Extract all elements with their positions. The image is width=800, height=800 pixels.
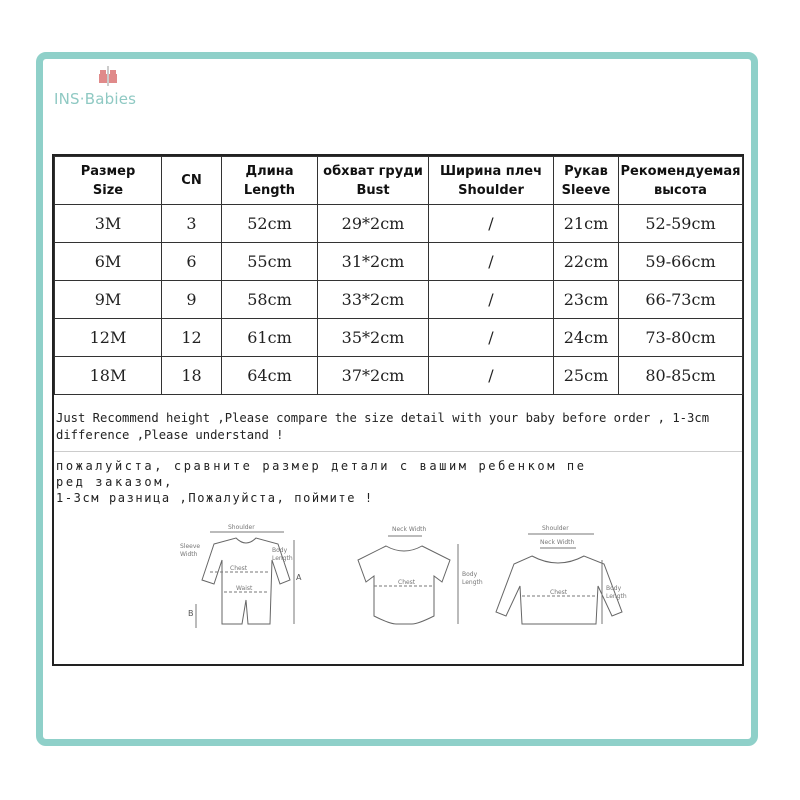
romper-b-label: B [188,609,194,618]
table-row [55,243,743,281]
cell-bust: 35*2cm [318,319,429,357]
romper-shoulder-label: Shoulder [228,524,255,531]
cell-size: 12M [55,319,162,357]
logo-mark-icon [96,66,120,88]
table-row [55,319,743,357]
cell-sleeve: 24cm [554,319,619,357]
romper-a-label: A [296,573,302,582]
table-row [55,357,743,395]
cell-bust: 29*2cm [318,205,429,243]
table-header-row [55,157,743,205]
note-russian-line: ред заказом, [56,475,174,489]
cell-size: 9M [55,281,162,319]
col-header-size: Размер Size [55,157,162,205]
brand-logo [54,64,164,110]
cell-cn: 6 [162,243,222,281]
note-russian-line: пожалуйста, сравните размер детали с вашим ребенком пе [56,459,587,473]
top-neck-label: Neck Width [540,539,575,546]
measurement-diagrams [166,520,646,644]
top-body-label: Body [606,585,622,592]
top-diagram [496,534,622,624]
romper-body-label: Body [272,547,288,554]
romper-chest-label: Chest [230,565,248,572]
romper-waist-label: Waist [236,585,253,592]
cell-size: 18M [55,357,162,395]
col-header-shoulder: Ширина плеч Shoulder [429,157,554,205]
col-header-sleeve: Рукав Sleeve [554,157,619,205]
size-table [54,156,743,395]
cell-length: 58cm [222,281,318,319]
cell-sleeve: 22cm [554,243,619,281]
cell-height: 59-66cm [619,243,743,281]
bodysuit-body-label: Body [462,571,478,578]
col-header-cn: CN [162,157,222,205]
cell-height: 52-59cm [619,205,743,243]
cell-sleeve: 21cm [554,205,619,243]
bodysuit-neck-label: Neck Width [392,526,427,533]
cell-bust: 31*2cm [318,243,429,281]
col-header-bust: обхват груди Bust [318,157,429,205]
cell-length: 64cm [222,357,318,395]
cell-shoulder: / [429,281,554,319]
cell-size: 6M [55,243,162,281]
cell-height: 80-85cm [619,357,743,395]
bodysuit-chest-label: Chest [398,579,416,586]
top-chest-label: Chest [550,589,568,596]
note-russian-line: 1-3см разница ,Пожалуйста, поймите ! [56,491,374,505]
cell-shoulder: / [429,243,554,281]
table-row [55,205,743,243]
cell-length: 52cm [222,205,318,243]
cell-height: 73-80cm [619,319,743,357]
cell-bust: 37*2cm [318,357,429,395]
measurement-illustration [166,520,646,644]
cell-bust: 33*2cm [318,281,429,319]
cell-height: 66-73cm [619,281,743,319]
brand-name: INS·Babies [54,90,137,108]
cell-cn: 18 [162,357,222,395]
cell-sleeve: 25cm [554,357,619,395]
note-russian [54,454,742,510]
cell-length: 61cm [222,319,318,357]
col-header-height: Рекомендуемая высота [619,157,743,205]
cell-shoulder: / [429,319,554,357]
cell-shoulder: / [429,357,554,395]
bodysuit-length-label: Length [462,579,483,586]
romper-sleeve-width-label: Width [180,551,198,558]
cell-cn: 3 [162,205,222,243]
size-chart [52,154,744,666]
cell-cn: 12 [162,319,222,357]
note-english: Just Recommend height ,Please compare the size detail with your baby before order , 1-3cm difference ,Please understand ! [54,406,742,452]
romper-sleeve-label: Sleeve [180,543,201,550]
top-length-label: Length [606,593,627,600]
cell-sleeve: 23cm [554,281,619,319]
table-row [55,281,743,319]
cell-shoulder: / [429,205,554,243]
cell-length: 55cm [222,243,318,281]
romper-length-label: Length [272,555,293,562]
cell-cn: 9 [162,281,222,319]
col-header-length: Длина Length [222,157,318,205]
top-shoulder-label: Shoulder [542,525,569,532]
cell-size: 3M [55,205,162,243]
